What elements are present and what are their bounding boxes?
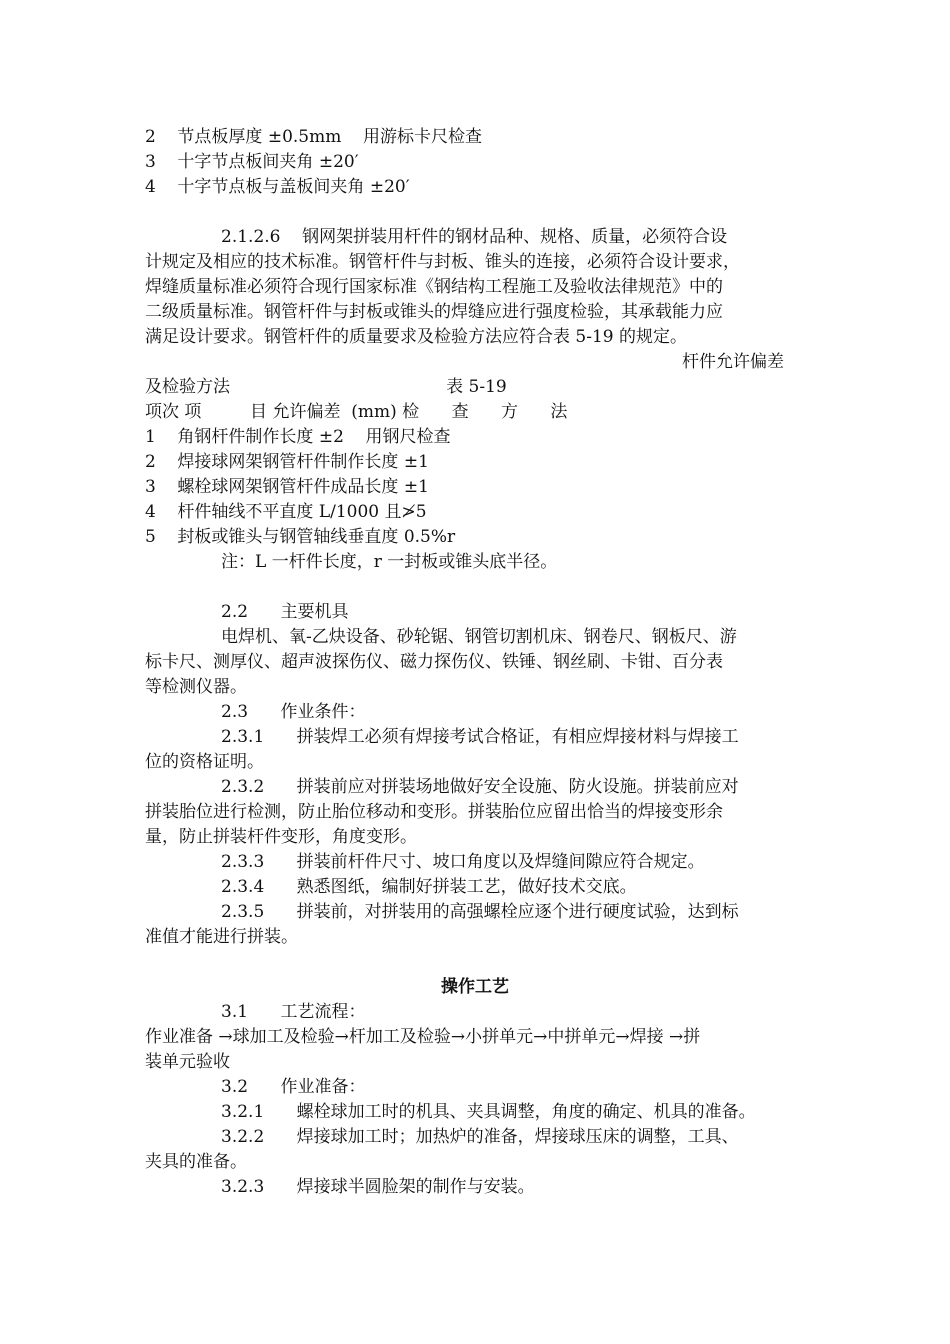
paragraph-line: 3.2.1 螺栓球加工时的机具、夹具调整，角度的确定、机具的准备。 (221, 1102, 756, 1122)
paragraph-line: 电焊机、氧-乙炔设备、砂轮锯、钢管切割机床、钢卷尺、钢板尺、游 (221, 627, 737, 647)
table-row: 3 螺栓球网架钢管杆件成品长度 ±1 (145, 477, 429, 497)
paragraph-line: 焊缝质量标准必须符合现行国家标准《钢结构工程施工及验收法律规范》中的 (145, 277, 723, 297)
paragraph-line: 满足设计要求。钢管杆件的质量要求及检验方法应符合表 5-19 的规定。 (145, 327, 687, 347)
section-heading: 3.1 工艺流程： (221, 1002, 366, 1022)
table-caption: 及检验方法 表 5-19 (145, 377, 507, 397)
paragraph-line: 3.2.2 焊接球加工时；加热炉的准备，焊接球压床的调整，工具、 (221, 1127, 739, 1147)
paragraph-line: 2.1.2.6 钢网架拼装用杆件的钢材品种、规格、质量，必须符合设 (221, 227, 728, 247)
paragraph-line: 夹具的准备。 (145, 1152, 247, 1172)
table-row: 3 十字节点板间夹角 ±20′ (145, 152, 359, 172)
paragraph-line: 3.2.3 焊接球半圆脸架的制作与安装。 (221, 1177, 535, 1197)
paragraph-line: 二级质量标准。钢管杆件与封板或锥头的焊缝应进行强度检验，其承载能力应 (145, 302, 723, 322)
paragraph-line: 2.3.4 熟悉图纸，编制好拼装工艺，做好技术交底。 (221, 877, 637, 897)
section-heading: 2.3 作业条件： (221, 702, 366, 722)
paragraph-line: 计规定及相应的技术标准。钢管杆件与封板、锥头的连接，必须符合设计要求， (145, 252, 740, 272)
paragraph-line: 量，防止拼装杆件变形，角度变形。 (145, 827, 417, 847)
chapter-title: 操作工艺 (441, 977, 509, 997)
table-row: 2 节点板厚度 ±0.5mm 用游标卡尺检查 (145, 127, 482, 147)
section-heading: 2.2 主要机具 (221, 602, 349, 622)
table-header: 项次 项 目 允许偏差 (mm) 检 查 方 法 (145, 402, 568, 422)
table-row: 4 杆件轴线不平直度 L/1000 且≯5 (145, 502, 427, 522)
table-row: 5 封板或锥头与钢管轴线垂直度 0.5%r (145, 527, 456, 547)
table-row: 1 角钢杆件制作长度 ±2 用钢尺检查 (145, 427, 451, 447)
paragraph-line: 标卡尺、测厚仪、超声波探伤仪、磁力探伤仪、铁锤、钢丝刷、卡钳、百分表 (145, 652, 723, 672)
paragraph-line: 2.3.3 拼装前杆件尺寸、坡口角度以及焊缝间隙应符合规定。 (221, 852, 705, 872)
paragraph-line: 位的资格证明。 (145, 752, 264, 772)
paragraph-line: 2.3.5 拼装前，对拼装用的高强螺栓应逐个进行硬度试验，达到标 (221, 902, 739, 922)
table-note: 注：L 一杆件长度，r 一封板或锥头底半径。 (221, 552, 558, 572)
paragraph-line: 2.3.1 拼装焊工必须有焊接考试合格证，有相应焊接材料与焊接工 (221, 727, 739, 747)
table-row: 4 十字节点板与盖板间夹角 ±20′ (145, 177, 410, 197)
table-caption: 杆件允许偏差 (682, 352, 784, 372)
table-row: 2 焊接球网架钢管杆件制作长度 ±1 (145, 452, 429, 472)
paragraph-line: 拼装胎位进行检测，防止胎位移动和变形。拼装胎位应留出恰当的焊接变形余 (145, 802, 723, 822)
paragraph-line: 作业准备 →球加工及检验→杆加工及检验→小拼单元→中拼单元→焊接 →拼 (145, 1027, 701, 1047)
paragraph-line: 准值才能进行拼装。 (145, 927, 298, 947)
paragraph-line: 装单元验收 (145, 1052, 230, 1072)
paragraph-line: 等检测仪器。 (145, 677, 247, 697)
paragraph-line: 2.3.2 拼装前应对拼装场地做好安全设施、防火设施。拼装前应对 (221, 777, 739, 797)
section-heading: 3.2 作业准备： (221, 1077, 366, 1097)
